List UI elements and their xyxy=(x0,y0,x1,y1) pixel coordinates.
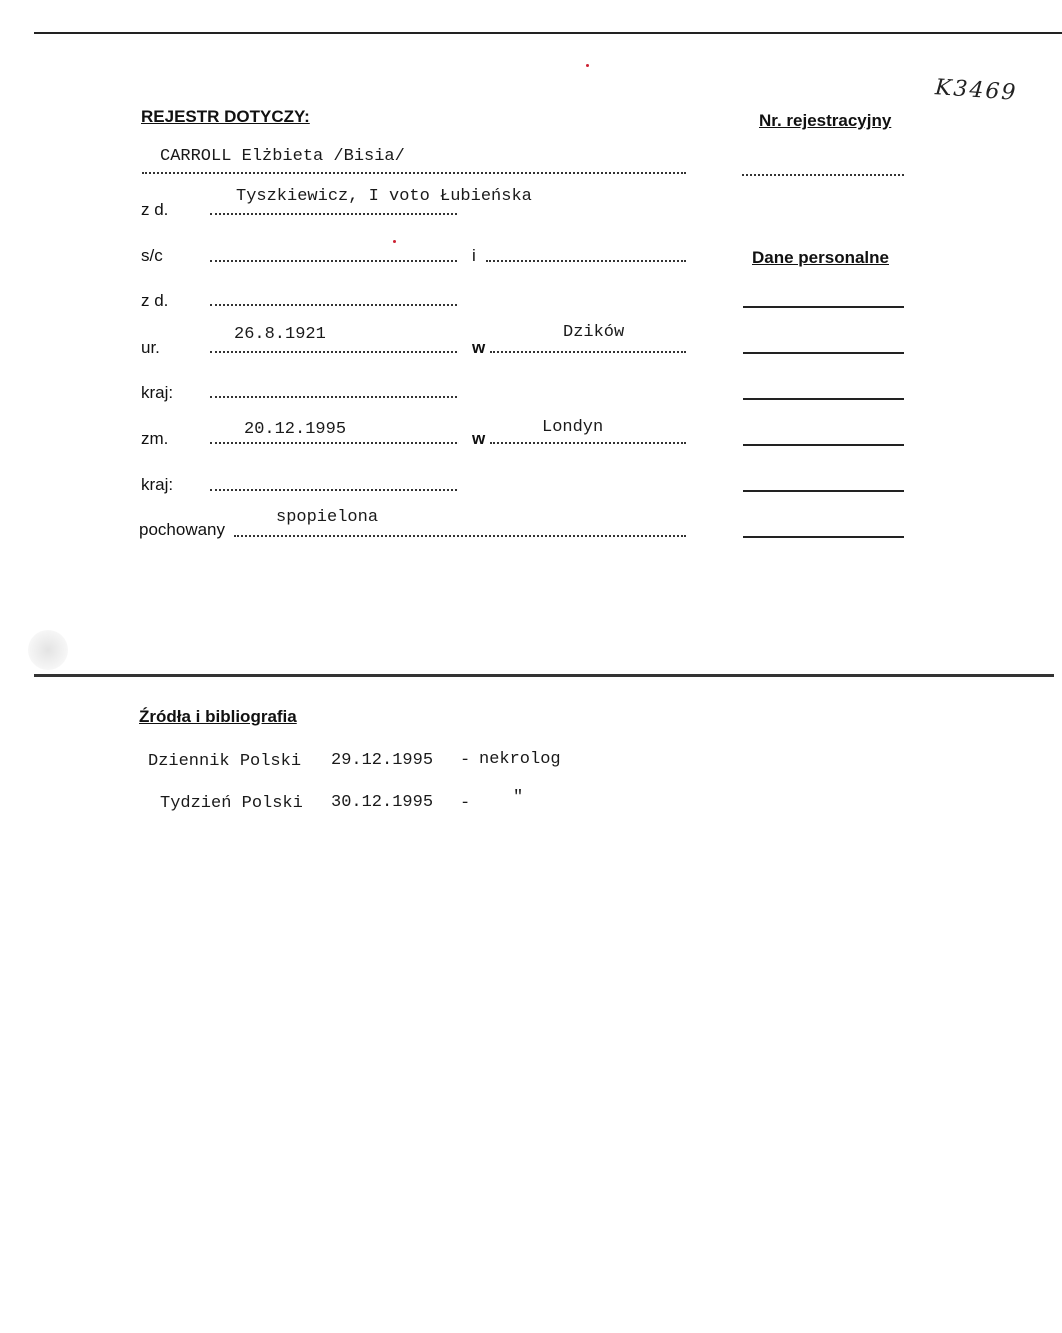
name-dotted-line xyxy=(142,172,686,174)
source-title: Dziennik Polski xyxy=(148,752,302,771)
buried-label: pochowany xyxy=(139,520,226,539)
personal-data-line-3 xyxy=(743,398,904,400)
and-label: i xyxy=(472,246,476,265)
personal-data-line-1 xyxy=(743,306,904,308)
ink-speck xyxy=(393,240,396,243)
personal-data-line-2 xyxy=(743,352,904,354)
register-header: REJESTR DOTYCZY: xyxy=(141,107,310,126)
source-note: " xyxy=(513,788,524,807)
registration-number-header: Nr. rejestracyjny xyxy=(759,111,892,130)
maiden-name-label: z d. xyxy=(141,200,169,219)
birth-date: 26.8.1921 xyxy=(234,325,326,344)
person-name: CARROLL Elżbieta /Bisia/ xyxy=(160,147,405,166)
mother-maiden-name-line xyxy=(210,304,457,306)
death-date: 20.12.1995 xyxy=(244,420,347,439)
death-country-label: kraj: xyxy=(141,475,174,494)
birth-place-line xyxy=(490,351,686,353)
source-title: Tydzień Polski xyxy=(160,794,303,813)
burial-line xyxy=(234,535,686,537)
father-line xyxy=(210,260,457,262)
personal-data-header: Dane personalne xyxy=(752,248,889,267)
death-place-line xyxy=(490,442,686,444)
death-date-line xyxy=(210,442,457,444)
born-label: ur. xyxy=(141,338,160,357)
death-country-line xyxy=(210,489,457,491)
source-dash: - xyxy=(460,751,471,770)
birth-date-line xyxy=(210,351,457,353)
source-note: nekrolog xyxy=(479,750,561,769)
death-place: Londyn xyxy=(542,418,604,437)
fold-line xyxy=(34,674,1054,677)
birth-place-label: w xyxy=(472,338,486,357)
burial-value: spopielona xyxy=(276,508,379,527)
maiden-name-value: Tyszkiewicz, I voto Łubieńska xyxy=(236,187,532,206)
birth-place: Dzików xyxy=(563,323,625,342)
source-date: 29.12.1995 xyxy=(331,751,434,770)
birth-country-label: kraj: xyxy=(141,383,174,402)
parent-label: s/c xyxy=(141,246,163,265)
personal-data-line-6 xyxy=(743,536,904,538)
scan-smudge xyxy=(28,630,68,670)
maiden-name-line xyxy=(210,213,457,215)
birth-country-line xyxy=(210,396,457,398)
died-label: zm. xyxy=(141,429,169,448)
registration-number-line xyxy=(742,174,904,176)
ink-speck xyxy=(586,64,589,67)
source-date: 30.12.1995 xyxy=(331,793,434,812)
top-edge-line xyxy=(34,32,1062,34)
mother-line xyxy=(486,260,686,262)
catalog-number: K3469 xyxy=(934,75,1019,106)
personal-data-line-4 xyxy=(743,444,904,446)
death-place-label: w xyxy=(472,429,486,448)
mother-maiden-name-label: z d. xyxy=(141,291,169,310)
personal-data-line-5 xyxy=(743,490,904,492)
source-dash: - xyxy=(460,794,471,813)
sources-header: Źródła i bibliografia xyxy=(139,707,297,726)
